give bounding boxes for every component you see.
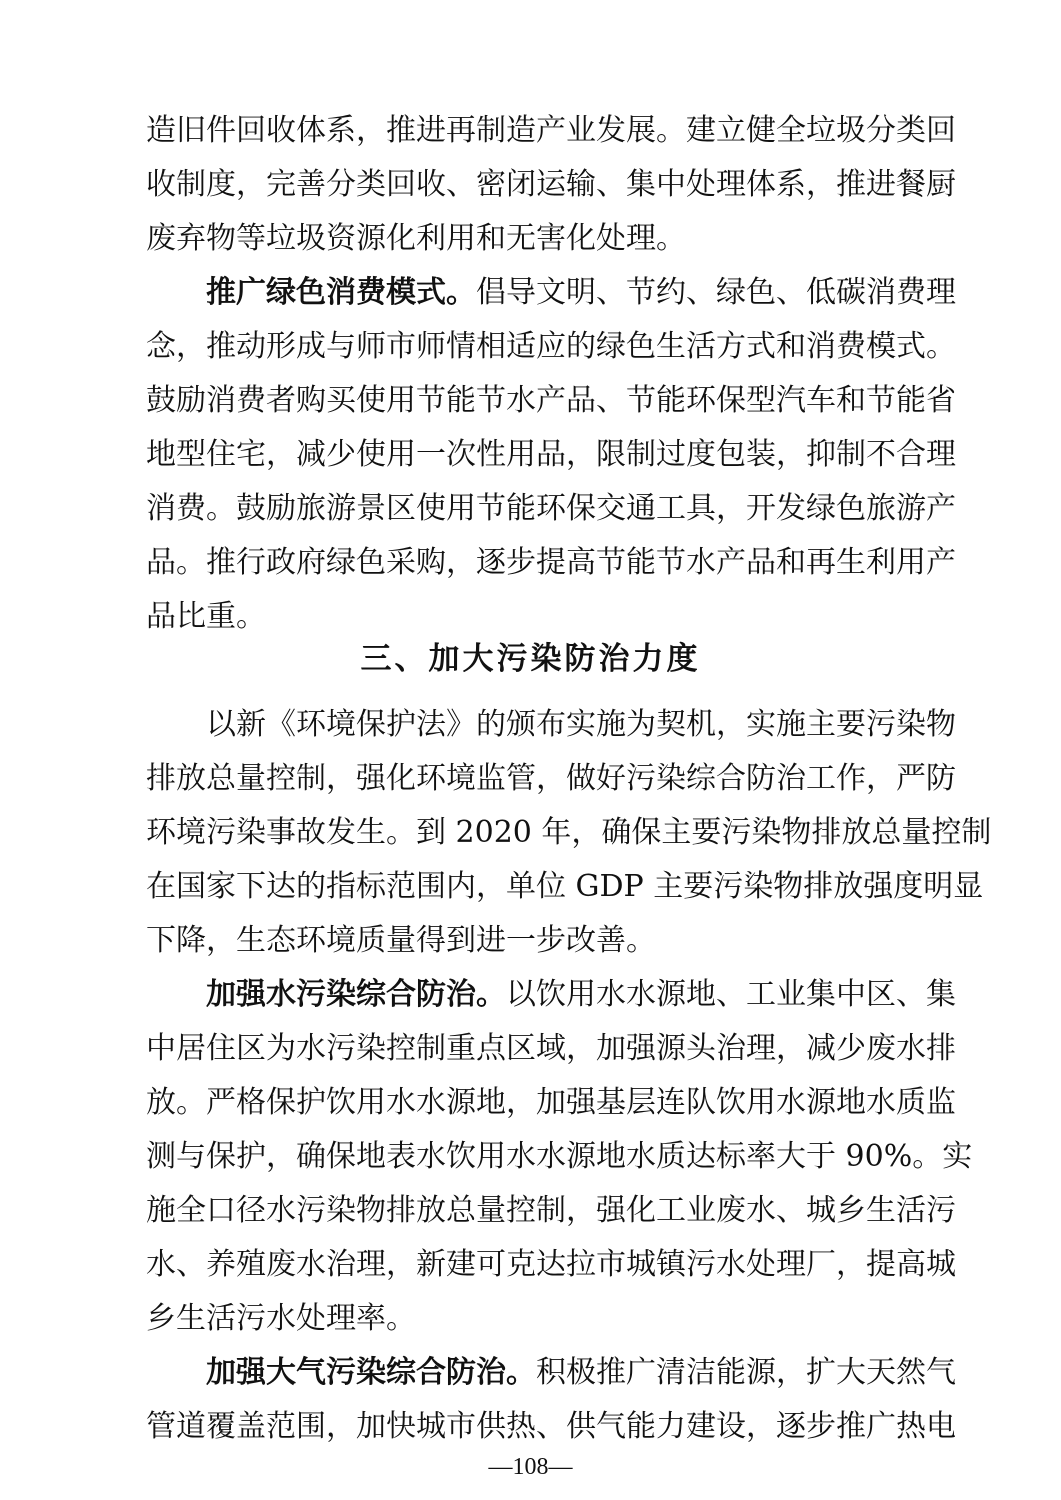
text-line [146, 266, 956, 320]
text-line: 排放总量控制，强化环境监管，做好污染综合防治工作，严防 [146, 761, 956, 796]
text-line: 管道覆盖范围，加快城市供热、供气能力建设，逐步推广热电 [146, 1409, 956, 1444]
page-number: —108— [488, 1454, 573, 1480]
text-line: 下降，生态环境质量得到进一步改善。 [146, 923, 656, 958]
text-line: 乡生活污水处理率。 [146, 1301, 416, 1336]
text-line: 收制度，完善分类回收、密闭运输、集中处理体系，推进餐厨 [146, 167, 956, 202]
text-line: 消费。鼓励旅游景区使用节能环保交通工具，开发绿色旅游产 [146, 491, 956, 526]
text-run: 倡导文明、节约、绿色、低碳消费理 [476, 275, 956, 310]
paragraph-lead: 加强大气污染综合防治。 [206, 1355, 536, 1390]
text-line: 念，推动形成与师市师情相适应的绿色生活方式和消费模式。 [146, 329, 956, 364]
text-line: 测与保护，确保地表水饮用水水源地水质达标率大于 90%。实 [146, 1139, 973, 1174]
text-line: 鼓励消费者购买使用节能节水产品、节能环保型汽车和节能省 [146, 383, 956, 418]
paragraph-lead: 推广绿色消费模式。 [206, 275, 476, 310]
text-line: 地型住宅，减少使用一次性用品，限制过度包装，抑制不合理 [146, 437, 956, 472]
paragraph-intro [146, 698, 992, 968]
text-line: 环境污染事故发生。到 2020 年，确保主要污染物排放总量控制 [146, 815, 992, 850]
paragraph-recycling [146, 104, 956, 266]
text-line [146, 1346, 956, 1400]
paragraph-water-pollution [146, 968, 973, 1346]
text-run: 积极推广清洁能源，扩大天然气 [536, 1355, 956, 1390]
section-heading: 三、加大污染防治力度 [360, 641, 701, 677]
text-run: 以饮用水水源地、工业集中区、集 [506, 977, 956, 1012]
text-line: 放。严格保护饮用水水源地，加强基层连队饮用水源地水质监 [146, 1085, 956, 1120]
lower-text-block [146, 698, 992, 1454]
text-line: 品比重。 [146, 599, 266, 634]
text-line: 中居住区为水污染控制重点区域，加强源头治理，减少废水排 [146, 1031, 956, 1066]
paragraph-air-pollution [146, 1346, 956, 1454]
text-line: 以新《环境保护法》的颁布实施为契机，实施主要污染物 [206, 707, 956, 742]
text-line: 造旧件回收体系，推进再制造产业发展。建立健全垃圾分类回 [146, 113, 956, 148]
text-line: 水、养殖废水治理，新建可克达拉市城镇污水处理厂，提高城 [146, 1247, 956, 1282]
paragraph-lead: 加强水污染综合防治。 [206, 977, 506, 1012]
text-line [146, 968, 956, 1022]
text-line: 品。推行政府绿色采购，逐步提高节能节水产品和再生利用产 [146, 545, 956, 580]
text-line: 在国家下达的指标范围内，单位 GDP 主要污染物排放强度明显 [146, 869, 984, 904]
text-line: 废弃物等垃圾资源化利用和无害化处理。 [146, 221, 686, 256]
text-line: 施全口径水污染物排放总量控制，强化工业废水、城乡生活污 [146, 1193, 956, 1228]
paragraph-green-consumption [146, 266, 956, 644]
upper-text-block [146, 104, 956, 644]
